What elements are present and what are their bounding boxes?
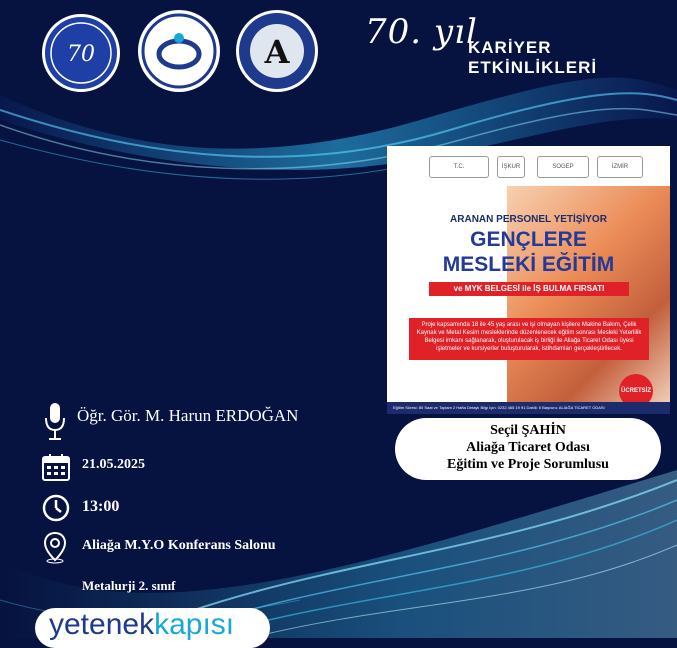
anniversary-script: 70. yıl <box>365 12 478 52</box>
event-date: 21.05.2025 <box>82 457 145 472</box>
event-poster <box>387 146 670 414</box>
location-pin-icon <box>43 532 67 564</box>
poster-subtitle: ARANAN PERSONEL YETİŞİYOR <box>450 214 607 225</box>
poster-body: Proje kapsamında 18 ile 45 yaş arası ve işi olmayan kişilere Makine Bakım, Çelik Kaynak ve Metal Kesim mesleklerinde düzenlenecek eğitim sonrası Mesleki Yeterlilik Belgesi imkanı sağlanarak, oluşturulacak iş birliği ile Aliağa Ticaret Odası üyesi işletmeler ve kursiyerler buluşturularak, istihdamları gerçekleştirilecek. <box>409 318 649 360</box>
sponsor-logo: İZMİR <box>597 156 643 178</box>
event-place: Aliağa M.Y.O Konferans Salonu <box>82 538 276 553</box>
svg-text:70: 70 <box>67 42 95 67</box>
speaker-org: Aliağa Ticaret Odası <box>466 440 590 455</box>
clock-icon <box>42 494 70 522</box>
poster-title-line2: MESLEKİ EĞİTİM <box>442 253 615 276</box>
kariyer-planlama-logo <box>138 10 220 92</box>
yetenek-kapisi-logo <box>35 608 270 648</box>
brand-part1: yetenek <box>49 608 155 641</box>
free-badge: ÜCRETSİZ <box>619 374 653 408</box>
page-title: KARİYER ETKİNLİKLERİ <box>468 38 598 77</box>
calendar-icon <box>42 453 70 481</box>
speaker-name: Seçil ŞAHİN <box>490 423 566 438</box>
sponsor-logo: T.C. <box>429 156 489 178</box>
event-time: 13:00 <box>82 498 120 515</box>
poster-title-line1: GENÇLERE <box>470 228 587 251</box>
microphone-icon <box>44 402 66 442</box>
brand-part2: kapısı <box>154 608 235 641</box>
target-group: Metalurji 2. sınıf <box>82 578 176 593</box>
speaker-role: Eğitim ve Proje Sorumlusu <box>447 457 609 472</box>
speaker-card <box>395 418 661 480</box>
poster-footer: Eğitim Süresi: 80 Saat ve Toplam 2 Hafta Detaylı Bilgi İçin: 0232 465 19 91 Dahili: 5 Başvuru: ALİAĞA TİCARET ODASI <box>387 402 670 414</box>
poster-header <box>387 146 670 186</box>
presenter-name: Öğr. Gör. M. Harun ERDOĞAN <box>77 406 299 425</box>
sponsor-logo: İŞKUR <box>497 156 525 178</box>
sponsor-logo: SOGEP <box>537 156 589 178</box>
ege-universitesi-logo <box>42 14 120 92</box>
poster-band: ve MYK BELGESİ ile İŞ BULMA FIRSATI <box>429 282 629 296</box>
svg-text:A: A <box>264 33 290 71</box>
aliaga-myo-logo <box>236 10 318 92</box>
